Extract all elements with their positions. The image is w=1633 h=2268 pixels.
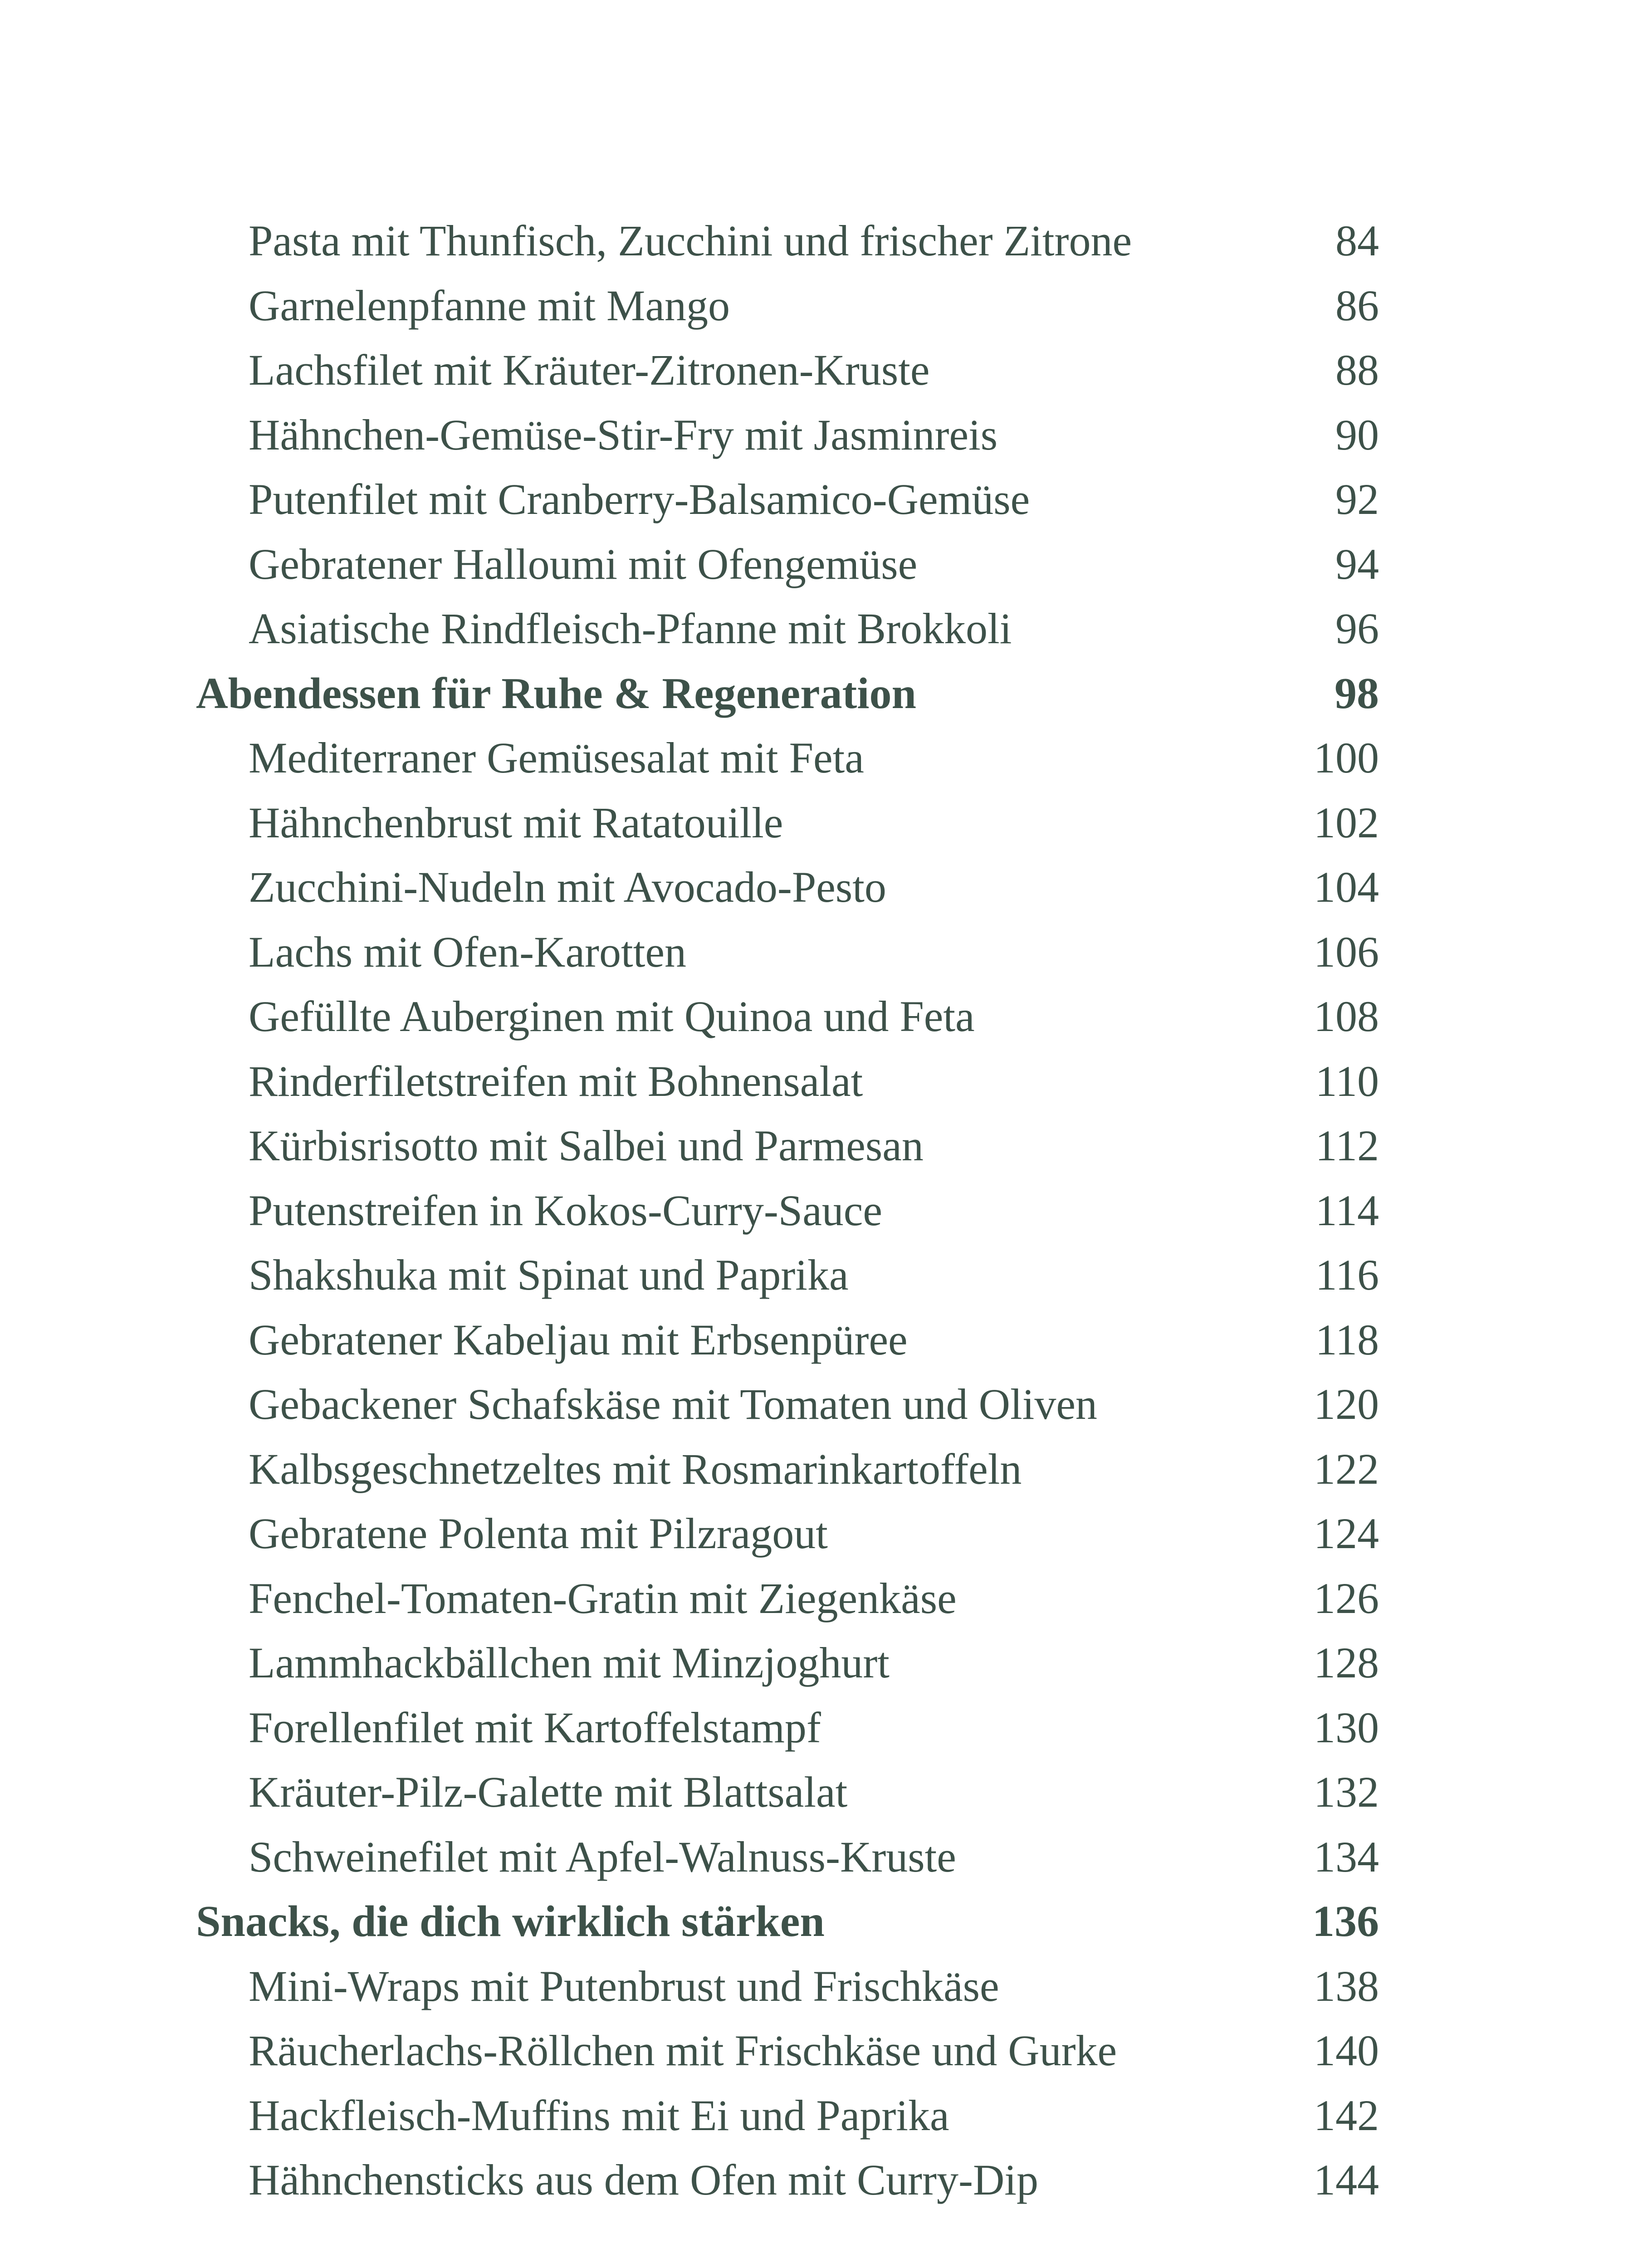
toc-entry (249, 467, 1379, 532)
toc-page-number: 96 (1335, 604, 1379, 653)
toc-entry-title: Asiatische Rindfleisch-Pfanne mit Brokkoli (249, 604, 1012, 653)
toc-page-number: 114 (1315, 1186, 1379, 1235)
toc-entry-title: Räucherlachs-Röllchen mit Frischkäse und Gurke (249, 2026, 1117, 2075)
toc-page-number: 140 (1314, 2026, 1379, 2075)
toc-entry (249, 1696, 1379, 1760)
toc-entry-title: Mediterraner Gemüsesalat mit Feta (249, 733, 864, 782)
toc-section-title: Abendessen für Ruhe & Regeneration (196, 669, 916, 718)
toc-section-title: Snacks, die dich wirklich stärken (196, 1897, 825, 1946)
toc-page-number: 90 (1335, 410, 1379, 459)
toc-entry (249, 984, 1379, 1049)
toc-entry (249, 403, 1379, 467)
toc-entry-title: Gefüllte Auberginen mit Quinoa und Feta (249, 992, 975, 1041)
toc-page-number: 144 (1314, 2156, 1379, 2204)
toc-entry-title: Hähnchen-Gemüse-Stir-Fry mit Jasminreis (249, 410, 998, 459)
toc-page-number: 134 (1314, 1832, 1379, 1881)
toc-entry-title: Pasta mit Thunfisch, Zucchini und frischer Zitrone (249, 216, 1132, 265)
toc-page-number: 126 (1314, 1574, 1379, 1623)
toc-entry-title: Garnelenpfanne mit Mango (249, 281, 730, 330)
toc-entry (249, 1825, 1379, 1889)
toc-entry-title: Gebratene Polenta mit Pilzragout (249, 1509, 828, 1558)
toc-entry-title: Rinderfiletstreifen mit Bohnensalat (249, 1056, 863, 1105)
toc-page-number: 122 (1314, 1444, 1379, 1493)
toc-entry-title: Lachs mit Ofen-Karotten (249, 927, 686, 976)
toc-entry-title: Putenstreifen in Kokos-Curry-Sauce (249, 1186, 883, 1235)
toc-page-number: 132 (1314, 1768, 1379, 1816)
toc-page-number: 124 (1314, 1509, 1379, 1558)
toc-page-number: 112 (1315, 1121, 1379, 1170)
toc-page-number: 104 (1314, 863, 1379, 911)
toc-entry (249, 1954, 1379, 2019)
toc-entry (249, 2148, 1379, 2212)
toc-entry (249, 1566, 1379, 1631)
toc-page-number: 136 (1312, 1897, 1379, 1946)
toc-entry (249, 920, 1379, 984)
toc-entry (249, 1501, 1379, 1566)
toc-entry-title: Putenfilet mit Cranberry-Balsamico-Gemüse (249, 475, 1030, 523)
toc-page-number: 142 (1314, 2091, 1379, 2140)
toc-entry-title: Lammhackbällchen mit Minzjoghurt (249, 1638, 890, 1687)
toc-section-heading (196, 1889, 1379, 1954)
toc-entry-title: Gebratener Kabeljau mit Erbsenpüree (249, 1315, 908, 1364)
toc-entry (249, 209, 1379, 273)
toc-entry (249, 1178, 1379, 1243)
toc-entry-title: Gebratener Halloumi mit Ofengemüse (249, 539, 918, 588)
toc-entry (249, 2083, 1379, 2148)
toc-entry-title: Hackfleisch-Muffins mit Ei und Paprika (249, 2091, 949, 2140)
toc-entry-title: Mini-Wraps mit Putenbrust und Frischkäse (249, 1961, 999, 2010)
toc-section-heading (196, 661, 1379, 726)
toc-page-number: 106 (1314, 927, 1379, 976)
toc-page-number: 88 (1335, 346, 1379, 394)
toc-entry-title: Zucchini-Nudeln mit Avocado-Pesto (249, 863, 886, 911)
toc-entry-title: Fenchel-Tomaten-Gratin mit Ziegenkäse (249, 1574, 957, 1623)
toc-entry (249, 596, 1379, 661)
toc-entry-title: Hähnchenbrust mit Ratatouille (249, 798, 783, 847)
toc-entry (249, 1243, 1379, 1307)
toc-entry (249, 1372, 1379, 1437)
toc-page-number: 84 (1335, 216, 1379, 265)
toc-entry (249, 726, 1379, 790)
toc-page-number: 130 (1314, 1703, 1379, 1752)
toc-entry (249, 1308, 1379, 1372)
toc-entry (249, 2019, 1379, 2083)
toc-page-number: 110 (1315, 1056, 1379, 1105)
toc-entry-title: Shakshuka mit Spinat und Paprika (249, 1251, 849, 1299)
toc-entry (249, 1114, 1379, 1178)
toc-entry (249, 1760, 1379, 1824)
toc-entry-title: Lachsfilet mit Kräuter-Zitronen-Kruste (249, 346, 930, 394)
toc-entry-title: Kräuter-Pilz-Galette mit Blattsalat (249, 1768, 848, 1816)
toc-entry-title: Gebackener Schafskäse mit Tomaten und Oliven (249, 1380, 1097, 1428)
toc-page-number: 116 (1315, 1251, 1379, 1299)
toc-entry (249, 1631, 1379, 1695)
toc-page-number: 86 (1335, 281, 1379, 330)
toc-entry (249, 1049, 1379, 1114)
toc-page-number: 92 (1335, 475, 1379, 523)
toc-page-number: 98 (1335, 669, 1379, 718)
toc-entry (249, 532, 1379, 596)
toc-page-number: 100 (1314, 733, 1379, 782)
toc-page-number: 94 (1335, 539, 1379, 588)
toc-entry-title: Schweinefilet mit Apfel-Walnuss-Kruste (249, 1832, 956, 1881)
toc-page-number: 128 (1314, 1638, 1379, 1687)
toc-entry-title: Kürbisrisotto mit Salbei und Parmesan (249, 1121, 924, 1170)
toc-page-number: 138 (1314, 1961, 1379, 2010)
toc-entry (249, 1437, 1379, 1501)
toc-page-number: 108 (1314, 992, 1379, 1041)
toc-entry (249, 791, 1379, 855)
toc-entry (249, 338, 1379, 402)
toc-page-number: 118 (1315, 1315, 1379, 1364)
toc-entry (249, 855, 1379, 919)
toc-entry-title: Kalbsgeschnetzeltes mit Rosmarinkartoffeln (249, 1444, 1022, 1493)
toc-entry-title: Hähnchensticks aus dem Ofen mit Curry-Dip (249, 2156, 1038, 2204)
toc-page-number: 120 (1314, 1380, 1379, 1428)
toc-entry (249, 274, 1379, 338)
toc-page-number: 102 (1314, 798, 1379, 847)
toc-entry-title: Forellenfilet mit Kartoffelstampf (249, 1703, 821, 1752)
